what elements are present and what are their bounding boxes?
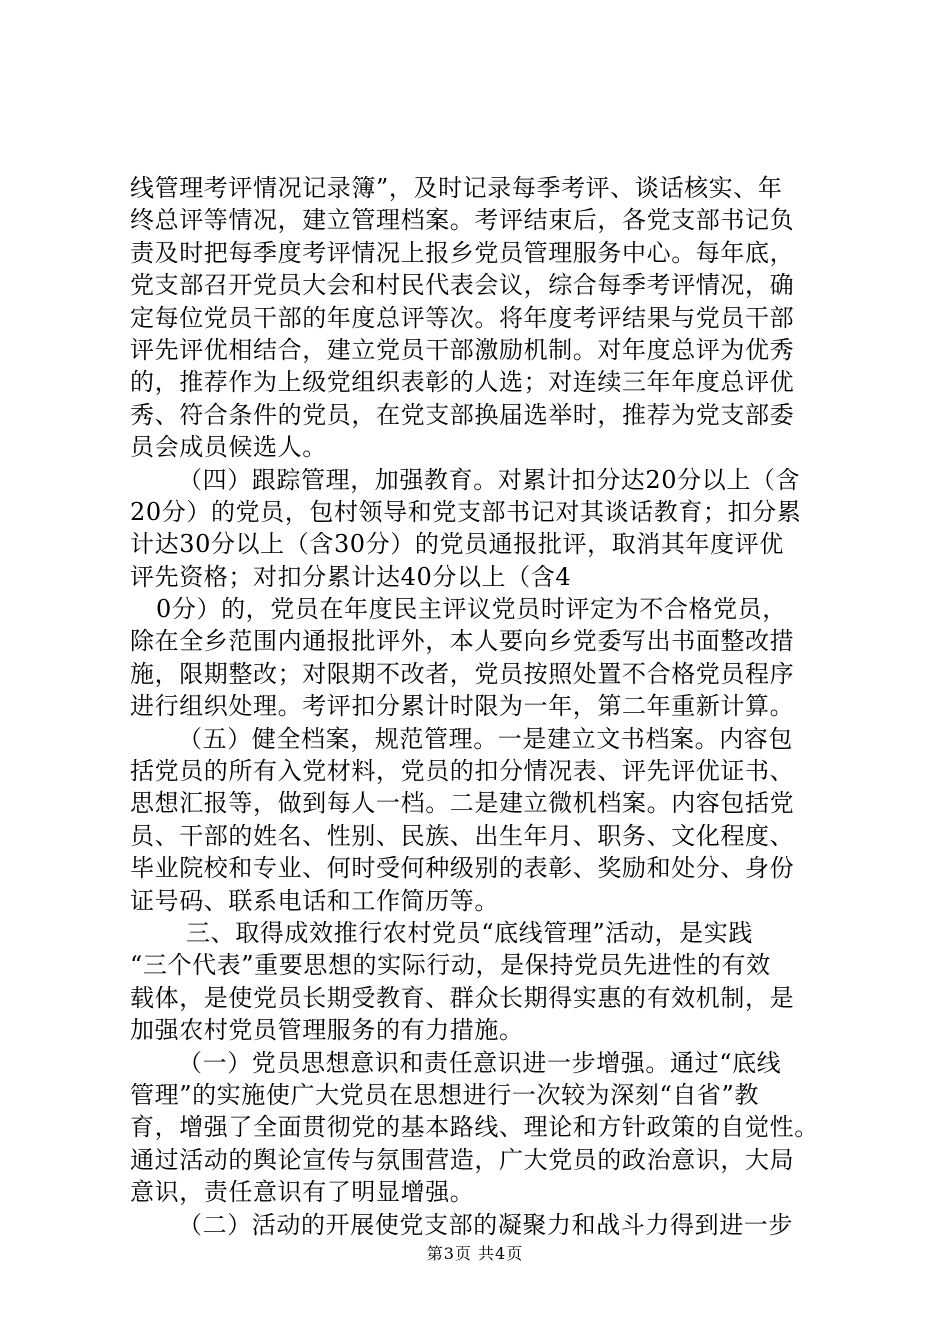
- text-line: 定每位党员干部的年度总评等次。将年度考评结果与党员干部: [130, 303, 795, 332]
- text-line: 员、干部的姓名、性别、民族、出生年月、职务、文化程度、: [130, 821, 795, 850]
- text-line: 载体，是使党员长期受教育、群众长期得实惠的有效机制，是: [130, 983, 795, 1012]
- text-line: 评先资格；对扣分累计达40分以上（含4: [130, 562, 572, 591]
- text-line: 施，限期整改；对限期不改者，党员按照处置不合格党员程序: [130, 659, 795, 688]
- text-line: 0分）的，党员在年度民主评议党员时评定为不合格党员，: [156, 595, 787, 624]
- text-line: 加强农村党员管理服务的有力措施。: [130, 1016, 524, 1045]
- text-line: 员会成员候选人。: [130, 433, 327, 462]
- text-line: 20分）的党员，包村领导和党支部书记对其谈话教育；扣分累: [130, 497, 802, 526]
- text-line: 评先评优相结合，建立党员干部激励机制。对年度总评为优秀: [130, 335, 795, 364]
- text-line: 责及时把每季度考评情况上报乡党员管理服务中心。每年底，: [130, 238, 795, 267]
- document-body: [130, 172, 840, 1241]
- section-heading-4: （四）跟踪管理，加强教育。对累计扣分达20分以上（含: [178, 465, 801, 494]
- text-line: 计达30分以上（含30分）的党员通报批评，取消其年度评优: [130, 530, 784, 559]
- text-line: 括党员的所有入党材料，党员的扣分情况表、评先评优证书、: [130, 757, 795, 786]
- page-footer: 第3页 共4页: [426, 1244, 524, 1263]
- text-line: 的，推荐作为上级党组织表彰的人选；对连续三年年度总评优: [130, 368, 795, 397]
- text-line: 育，增强了全面贯彻党的基本路线、理论和方针政策的自觉性。: [130, 1113, 819, 1142]
- section-heading-5: （五）健全档案，规范管理。一是建立文书档案。内容包: [178, 724, 793, 753]
- text-line: “三个代表”重要思想的实际行动，是保持党员先进性的有效: [130, 951, 771, 980]
- text-line: 通过活动的舆论宣传与氛围营造，广大党员的政治意识，大局: [130, 1145, 795, 1174]
- section-heading-3: 三、取得成效推行农村党员“底线管理”活动，是实践: [186, 918, 753, 947]
- section-heading-2: （二）活动的开展使党支部的凝聚力和战斗力得到进一步: [178, 1210, 793, 1239]
- text-line: 进行组织处理。考评扣分累计时限为一年，第二年重新计算。: [130, 692, 795, 721]
- text-line: 除在全乡范围内通报批评外，本人要向乡党委写出书面整改措: [130, 627, 795, 656]
- text-line: 证号码、联系电话和工作简历等。: [130, 886, 499, 915]
- text-line: 毕业院校和专业、何时受何种级别的表彰、奖励和处分、身份: [130, 854, 795, 883]
- text-line: 线管理考评情况记录簿”，及时记录每季考评、谈话核实、年: [130, 174, 783, 202]
- text-line: 秀、符合条件的党员，在党支部换届选举时，推荐为党支部委: [130, 400, 795, 429]
- text-line: 党支部召开党员大会和村民代表会议，综合每季考评情况，确: [130, 271, 795, 300]
- section-heading-1: （一）党员思想意识和责任意识进一步增强。通过“底线: [178, 1048, 782, 1077]
- text-line: 意识，责任意识有了明显增强。: [130, 1178, 475, 1207]
- text-line: 思想汇报等，做到每人一档。二是建立微机档案。内容包括党: [130, 789, 795, 818]
- text-line: 终总评等情况，建立管理档案。考评结束后，各党支部书记负: [130, 206, 795, 235]
- text-line: 管理”的实施使广大党员在思想进行一次较为深刻“自省”教: [130, 1080, 760, 1109]
